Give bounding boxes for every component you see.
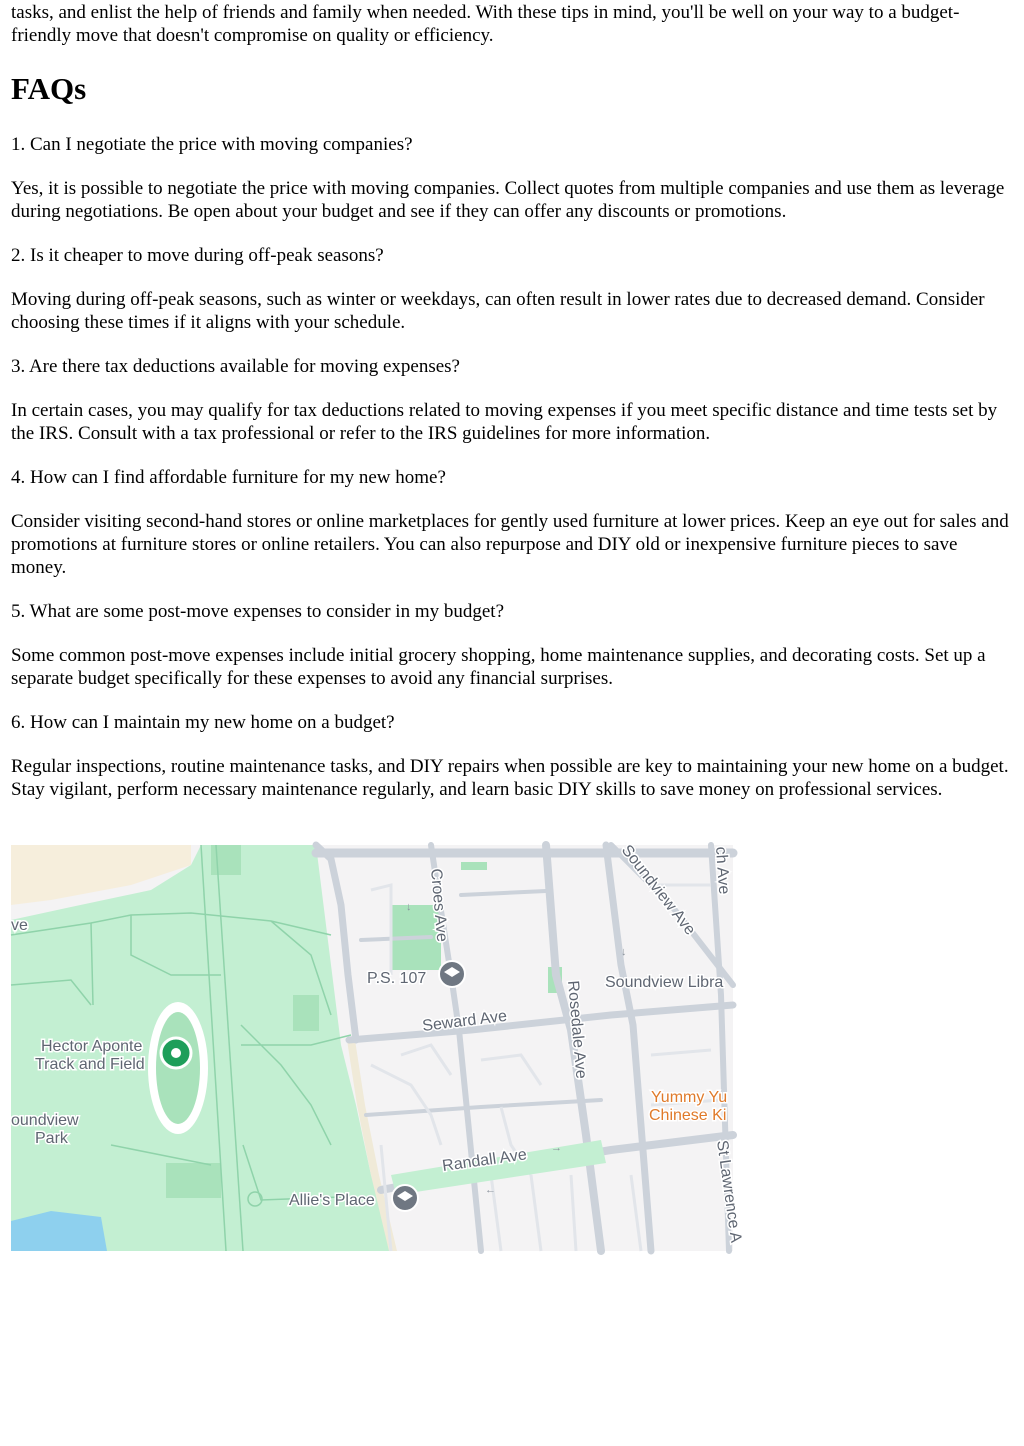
field-patch [461, 862, 487, 870]
map-canvas[interactable] [11, 841, 745, 1251]
map-label-yummy-line2: Chinese Ki [649, 1107, 727, 1124]
allies-place-marker[interactable] [392, 1185, 418, 1211]
svg-text:←: ← [485, 1184, 496, 1196]
faq-answer-3: In certain cases, you may qualify for tax deductions related to moving expenses if you meet specific distance and time tests set by the IRS. Consult with a tax professional or refer to the IRS guidelines for more information. [11, 400, 998, 444]
hector-aponte-marker[interactable] [161, 1038, 191, 1068]
faq-question-2: 2. Is it cheaper to move during off-peak seasons? [11, 245, 384, 266]
map-label-ve: ve [11, 917, 28, 934]
map-label-rosedale-ave: Rosedale Ave [564, 979, 590, 1080]
map-label-ps107: P.S. 107 [367, 970, 427, 987]
map-label-park-line2: Park [35, 1130, 68, 1147]
svg-text:↓: ↓ [621, 946, 627, 958]
map-label-seward-ave: Seward Ave [421, 1007, 508, 1035]
faq-answer-5: Some common post-move expenses include initial grocery shopping, home maintenance supplies, and decorating costs. Set up a separate budget specifically for these expenses to avoid any financial surprises. [11, 645, 986, 689]
map-label-ch-ave: ch Ave [712, 846, 733, 895]
faq-answer-2: Moving during off-peak seasons, such as winter or weekdays, can often result in lower rates due to decreased demand. Consider choosing these times if it aligns with your schedule. [11, 289, 985, 333]
faq-question-5: 5. What are some post-move expenses to consider in my budget? [11, 601, 504, 622]
map-label-st-lawrence: St Lawrence A [713, 1139, 745, 1244]
faq-question-4: 4. How can I find affordable furniture for my new home? [11, 467, 446, 488]
faq-heading: FAQs [11, 71, 87, 106]
faq-answer-6: Regular inspections, routine maintenance tasks, and DIY repairs when possible are key to maintaining your new home on a budget. Stay vigilant, perform necessary maintenance regularly, and learn basic DIY skills to save money on professional services. [11, 756, 1009, 800]
map-label-hector-line2: Track and Field [35, 1056, 145, 1073]
location-map[interactable] [11, 841, 745, 1251]
svg-text:↓: ↓ [406, 901, 412, 913]
faq-question-3: 3. Are there tax deductions available for moving expenses? [11, 356, 460, 377]
map-label-allies-place: Allie's Place [289, 1192, 375, 1209]
restaurant-labels [649, 1089, 727, 1124]
ps107-marker[interactable] [439, 961, 465, 987]
map-label-yummy-line1: Yummy Yu [651, 1089, 728, 1106]
faq-answer-4: Consider visiting second-hand stores or online marketplaces for gently used furniture at lower prices. Keep an eye out for sales and promotions at furniture stores or online retailers. You can also repurpose and DIY old or inexpensive furniture pieces to save money. [11, 511, 1009, 578]
map-label-soundview-ave: Soundview Ave [617, 841, 699, 939]
map-label-soundview-library: Soundview Libra [605, 974, 724, 991]
faq-question-1: 1. Can I negotiate the price with moving companies? [11, 134, 413, 155]
field-patch [211, 845, 241, 875]
faq-question-6: 6. How can I maintain my new home on a budget? [11, 712, 395, 733]
field-patch [293, 995, 319, 1031]
field-patch [166, 1163, 221, 1198]
map-label-hector-line1: Hector Aponte [41, 1038, 143, 1055]
svg-text:→: → [551, 1142, 562, 1154]
faq-answer-1: Yes, it is possible to negotiate the price with moving companies. Collect quotes from multiple companies and use them as leverage during negotiations. Be open about your budget and see if they can offer any discounts or promotions. [11, 178, 1005, 222]
map-label-croes-ave: Croes Ave [427, 867, 451, 943]
map-label-park-line1: oundview [11, 1112, 79, 1129]
intro-paragraph: tasks, and enlist the help of friends and family when needed. With these tips in mind, you'll be well on your way to a budget-friendly move that doesn't compromise on quality or efficiency. [11, 2, 960, 46]
map-label-randall-ave: Randall Ave [441, 1146, 528, 1175]
